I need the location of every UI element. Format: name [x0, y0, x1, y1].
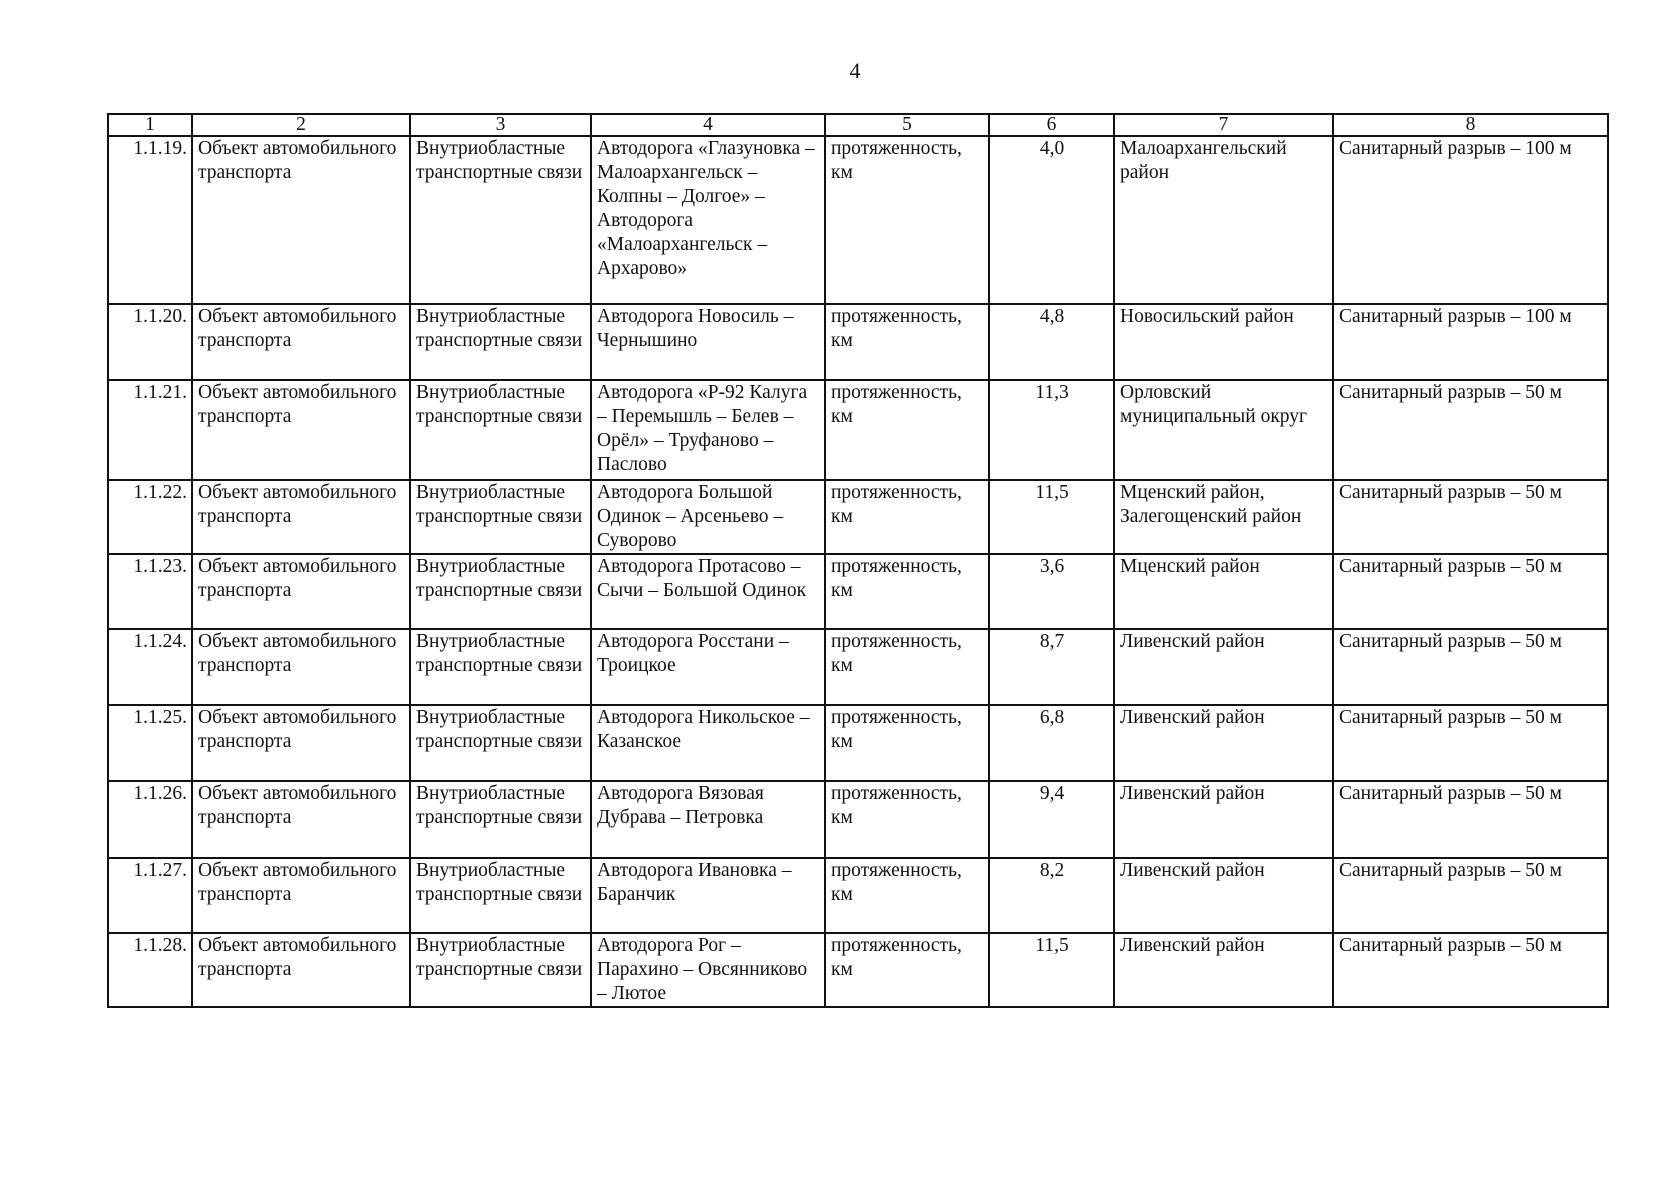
connection-type-cell: Внутриобластные транспортные связи [410, 781, 591, 858]
row-number: 1.1.24. [108, 629, 192, 705]
table-row [108, 554, 1608, 629]
zone-cell: Санитарный разрыв – 50 м [1333, 858, 1608, 933]
row-number: 1.1.27. [108, 858, 192, 933]
location-cell: Малоархангельский район [1114, 136, 1333, 304]
row-number: 1.1.25. [108, 705, 192, 781]
connection-type-cell: Внутриобластные транспортные связи [410, 480, 591, 554]
header-cell: 8 [1333, 114, 1608, 136]
unit-cell: протяженность, км [825, 705, 989, 781]
location-cell: Ливенский район [1114, 629, 1333, 705]
connection-type-cell: Внутриобластные транспортные связи [410, 554, 591, 629]
object-type-cell: Объект автомобильного транспорта [192, 136, 410, 304]
zone-cell: Санитарный разрыв – 50 м [1333, 933, 1608, 1007]
value-cell: 6,8 [989, 705, 1114, 781]
header-row [108, 114, 1608, 136]
unit-cell: протяженность, км [825, 480, 989, 554]
location-cell: Мценский район, Залегощенский район [1114, 480, 1333, 554]
location-cell: Ливенский район [1114, 705, 1333, 781]
road-name-cell: Автодорога Рог – Парахино – Овсянниково – Лютое [591, 933, 825, 1007]
zone-cell: Санитарный разрыв – 50 м [1333, 554, 1608, 629]
value-cell: 9,4 [989, 781, 1114, 858]
table-row [108, 933, 1608, 1007]
unit-cell: протяженность, км [825, 304, 989, 380]
zone-cell: Санитарный разрыв – 50 м [1333, 781, 1608, 858]
value-cell: 11,5 [989, 933, 1114, 1007]
unit-cell: протяженность, км [825, 380, 989, 480]
road-name-cell: Автодорога Никольское – Казанское [591, 705, 825, 781]
table-row [108, 304, 1608, 380]
data-table [107, 113, 1609, 1008]
unit-cell: протяженность, км [825, 629, 989, 705]
header-cell: 1 [108, 114, 192, 136]
connection-type-cell: Внутриобластные транспортные связи [410, 629, 591, 705]
location-cell: Ливенский район [1114, 933, 1333, 1007]
road-name-cell: Автодорога Ивановка – Баранчик [591, 858, 825, 933]
header-cell: 7 [1114, 114, 1333, 136]
zone-cell: Санитарный разрыв – 50 м [1333, 629, 1608, 705]
table-row [108, 480, 1608, 554]
header-cell: 4 [591, 114, 825, 136]
table-row [108, 380, 1608, 480]
unit-cell: протяженность, км [825, 554, 989, 629]
connection-type-cell: Внутриобластные транспортные связи [410, 380, 591, 480]
value-cell: 11,5 [989, 480, 1114, 554]
unit-cell: протяженность, км [825, 933, 989, 1007]
value-cell: 11,3 [989, 380, 1114, 480]
location-cell: Новосильский район [1114, 304, 1333, 380]
row-number: 1.1.23. [108, 554, 192, 629]
zone-cell: Санитарный разрыв – 50 м [1333, 480, 1608, 554]
table-row [108, 705, 1608, 781]
connection-type-cell: Внутриобластные транспортные связи [410, 858, 591, 933]
unit-cell: протяженность, км [825, 136, 989, 304]
object-type-cell: Объект автомобильного транспорта [192, 629, 410, 705]
object-type-cell: Объект автомобильного транспорта [192, 480, 410, 554]
object-type-cell: Объект автомобильного транспорта [192, 304, 410, 380]
table-row [108, 136, 1608, 304]
location-cell: Ливенский район [1114, 781, 1333, 858]
unit-cell: протяженность, км [825, 858, 989, 933]
value-cell: 8,2 [989, 858, 1114, 933]
connection-type-cell: Внутриобластные транспортные связи [410, 304, 591, 380]
header-cell: 5 [825, 114, 989, 136]
location-cell: Ливенский район [1114, 858, 1333, 933]
zone-cell: Санитарный разрыв – 100 м [1333, 136, 1608, 304]
row-number: 1.1.19. [108, 136, 192, 304]
connection-type-cell: Внутриобластные транспортные связи [410, 136, 591, 304]
table-row [108, 858, 1608, 933]
connection-type-cell: Внутриобластные транспортные связи [410, 705, 591, 781]
table-row [108, 781, 1608, 858]
table-row [108, 629, 1608, 705]
object-type-cell: Объект автомобильного транспорта [192, 933, 410, 1007]
location-cell: Орловский муниципальный округ [1114, 380, 1333, 480]
object-type-cell: Объект автомобильного транспорта [192, 705, 410, 781]
unit-cell: протяженность, км [825, 781, 989, 858]
object-type-cell: Объект автомобильного транспорта [192, 554, 410, 629]
object-type-cell: Объект автомобильного транспорта [192, 380, 410, 480]
road-name-cell: Автодорога Вязовая Дубрава – Петровка [591, 781, 825, 858]
connection-type-cell: Внутриобластные транспортные связи [410, 933, 591, 1007]
road-name-cell: Автодорога Новосиль – Чернышино [591, 304, 825, 380]
road-name-cell: Автодорога Большой Одинок – Арсеньево – Суворово [591, 480, 825, 554]
zone-cell: Санитарный разрыв – 50 м [1333, 705, 1608, 781]
value-cell: 3,6 [989, 554, 1114, 629]
road-name-cell: Автодорога Росстани – Троицкое [591, 629, 825, 705]
row-number: 1.1.22. [108, 480, 192, 554]
value-cell: 4,0 [989, 136, 1114, 304]
row-number: 1.1.26. [108, 781, 192, 858]
value-cell: 4,8 [989, 304, 1114, 380]
row-number: 1.1.20. [108, 304, 192, 380]
road-name-cell: Автодорога Протасово – Сычи – Большой Одинок [591, 554, 825, 629]
header-cell: 3 [410, 114, 591, 136]
page-number: 4 [849, 58, 861, 83]
row-number: 1.1.28. [108, 933, 192, 1007]
road-name-cell: Автодорога «Глазуновка – Малоархангельск – Колпны – Долгое» – Автодорога «Малоархангельск – Архарово» [591, 136, 825, 304]
location-cell: Мценский район [1114, 554, 1333, 629]
zone-cell: Санитарный разрыв – 50 м [1333, 380, 1608, 480]
header-cell: 6 [989, 114, 1114, 136]
header-cell: 2 [192, 114, 410, 136]
object-type-cell: Объект автомобильного транспорта [192, 781, 410, 858]
value-cell: 8,7 [989, 629, 1114, 705]
row-number: 1.1.21. [108, 380, 192, 480]
zone-cell: Санитарный разрыв – 100 м [1333, 304, 1608, 380]
object-type-cell: Объект автомобильного транспорта [192, 858, 410, 933]
road-name-cell: Автодорога «Р-92 Калуга – Перемышль – Белев – Орёл» – Труфаново – Паслово [591, 380, 825, 480]
